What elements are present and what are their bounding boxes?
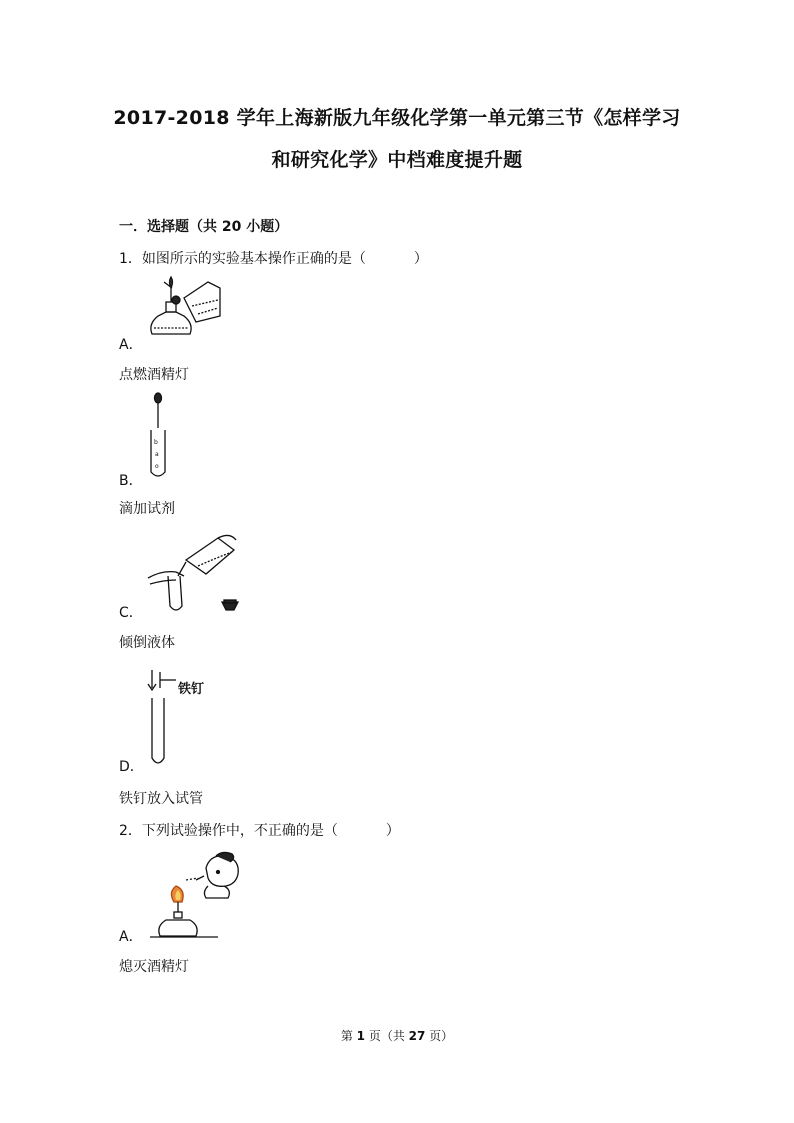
question-close-paren: ）	[385, 823, 400, 839]
section-heading: 一．选择题（共 20 小题）	[119, 219, 289, 235]
question-1	[119, 248, 428, 268]
blowing-out-lamp-icon	[146, 850, 246, 940]
dropper-test-tube-icon	[146, 392, 170, 482]
question-close-paren: ）	[413, 251, 428, 267]
option-letter-a: A．	[119, 337, 143, 353]
option-caption-b: 滴加试剂	[119, 501, 175, 517]
option-caption-2a: 熄灭酒精灯	[119, 959, 189, 975]
question-stem: 下列试验操作中，不正确的是（	[141, 823, 338, 839]
document-title-line-2: 和研究化学》中档难度提升题	[271, 149, 523, 171]
svg-text:a: a	[155, 451, 159, 458]
page-footer	[0, 1027, 794, 1044]
option-caption-c: 倾倒液体	[119, 635, 175, 651]
option-letter-d: D．	[119, 759, 144, 775]
footer-total-pages: 27	[408, 1029, 426, 1043]
question-stem: 如图所示的实验基本操作正确的是（	[141, 251, 366, 267]
footer-mid: 页（共	[365, 1029, 409, 1043]
option-caption-d: 铁钉放入试管	[119, 791, 203, 807]
iron-nail-label: 铁钉	[178, 682, 205, 697]
svg-text:o: o	[155, 463, 159, 470]
pouring-liquid-icon	[146, 530, 246, 615]
option-letter-b: B．	[119, 473, 143, 489]
question-number: 1．	[119, 251, 142, 267]
svg-text:b: b	[154, 439, 158, 446]
option-caption-a: 点燃酒精灯	[119, 367, 189, 383]
option-letter-2a: A．	[119, 929, 143, 945]
lighting-alcohol-lamp-icon	[146, 276, 226, 346]
footer-page-number: 1	[356, 1029, 365, 1043]
question-2	[119, 820, 400, 840]
document-title-line-1: 2017-2018 学年上海新版九年级化学第一单元第三节《怎样学习	[113, 107, 681, 129]
footer-prefix: 第	[340, 1029, 357, 1043]
option-letter-c: C．	[119, 605, 143, 621]
question-number: 2．	[119, 823, 142, 839]
footer-suffix: 页）	[425, 1029, 454, 1043]
